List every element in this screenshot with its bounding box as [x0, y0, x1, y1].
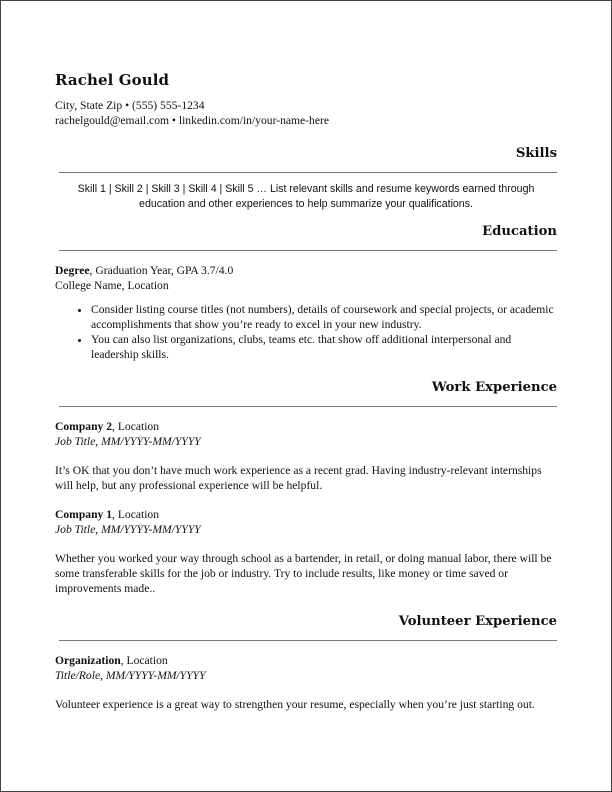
work-experience-section — [55, 380, 557, 596]
volunteer-dates: , MM/YYYY-MM/YYYY — [100, 669, 206, 682]
job-1-company: Company 1 — [55, 508, 113, 521]
skills-section — [55, 146, 557, 212]
volunteer-heading: Volunteer Experience — [398, 614, 557, 629]
skills-summary: Skill 1 | Skill 2 | Skill 3 | Skill 4 | Skill 5 … List relevant skills and resume keywords earned through education and other experiences to help summarize your qualifications. — [77, 183, 535, 210]
volunteer-description: Volunteer experience is a great way to strengthen your resume, especially when you’re just starting out. — [55, 698, 535, 711]
work-experience-heading: Work Experience — [431, 380, 557, 395]
skills-divider — [59, 172, 557, 173]
degree-name: Degree — [55, 264, 90, 277]
education-bullet-2: • You can also list organizations, clubs, teams etc. that show off additional interpersonal and leadership skills. — [91, 332, 557, 362]
job-2-location: , Location — [112, 420, 160, 433]
education-bullets — [55, 302, 557, 362]
job-2-title-line — [55, 434, 557, 449]
college-name: College Name, Location — [55, 279, 169, 292]
resume-content — [55, 71, 557, 712]
volunteer-org: Organization — [55, 654, 121, 667]
job-1-title: Job Title — [55, 523, 96, 536]
job-1-dates: , MM/YYYY-MM/YYYY — [95, 523, 201, 536]
candidate-name: Rachel Gould — [55, 71, 170, 89]
education-divider — [59, 250, 557, 251]
job-1-title-line — [55, 522, 557, 537]
volunteer-divider — [59, 640, 557, 641]
volunteer-role-line — [55, 668, 557, 683]
job-1-company-line — [55, 507, 557, 522]
volunteer-role: Title/Role — [55, 669, 101, 682]
volunteer-location: , Location — [120, 654, 168, 667]
job-2-description: It’s OK that you don’t have much work experience as a recent grad. Having industry-relevant internships will help, but any professional experience will be helpful. — [55, 464, 542, 492]
job-1-description: Whether you worked your way through school as a bartender, in retail, or doing manual labor, there will be some transferable skills for the job or industry. Try to include results, like money or time saved or improvements made.. — [55, 552, 552, 595]
education-bullet-1: • Consider listing course titles (not numbers), details of coursework and special projects, or academic accomplishments that show you’re ready to excel in your new industry. — [91, 302, 557, 332]
volunteer-org-line — [55, 653, 557, 668]
job-2-dates: , MM/YYYY-MM/YYYY — [95, 435, 201, 448]
degree-details: , Graduation Year, GPA 3.7/4.0 — [89, 264, 234, 277]
contact-line-email-linkedin: rachelgould@email.com • linkedin.com/in/your-name-here — [55, 114, 329, 127]
volunteer-section — [55, 614, 557, 712]
education-section — [55, 224, 557, 362]
education-heading: Education — [482, 224, 557, 239]
job-1-location: , Location — [112, 508, 160, 521]
work-experience-divider — [59, 406, 557, 407]
job-2-title: Job Title — [55, 435, 96, 448]
education-degree-line — [55, 263, 557, 278]
contact-line-address-phone: City, State Zip • (555) 555-1234 — [55, 99, 205, 112]
job-2-company: Company 2 — [55, 420, 113, 433]
job-2-company-line — [55, 419, 557, 434]
skills-heading: Skills — [515, 146, 557, 161]
